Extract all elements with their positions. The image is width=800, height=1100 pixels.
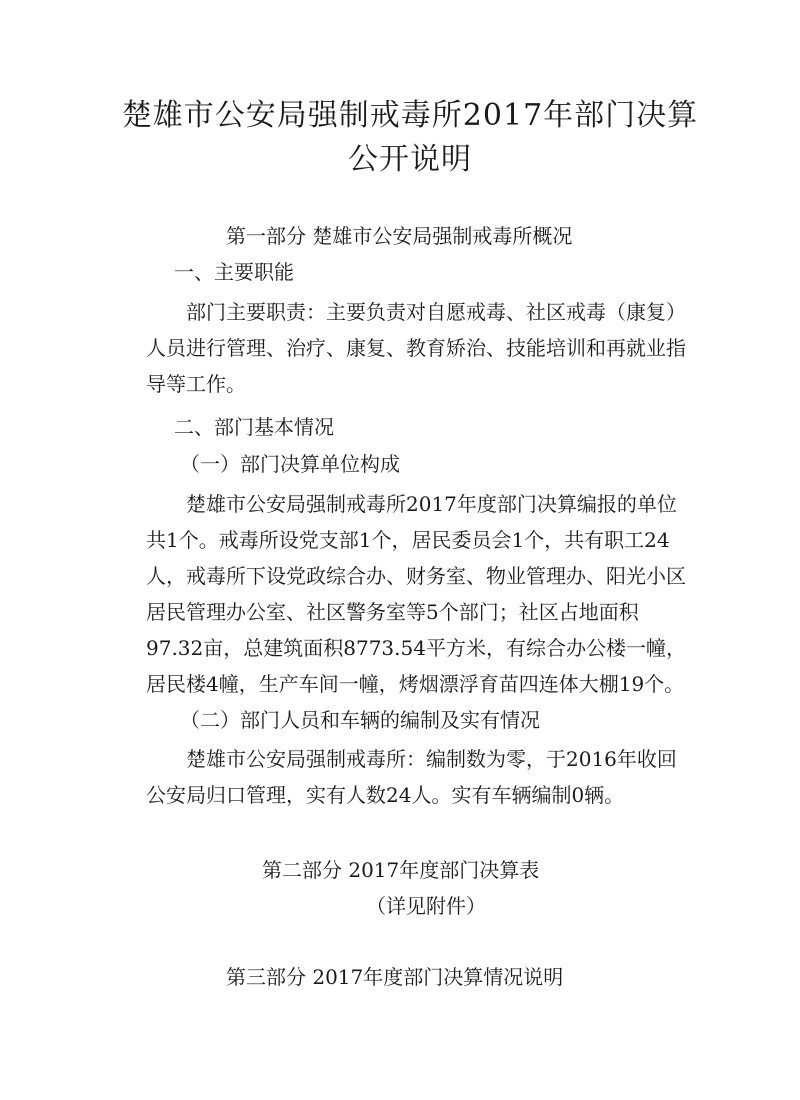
subsection1-heading: （一）部门决算单位构成 bbox=[180, 452, 400, 476]
document-title: 楚雄市公安局强制戒毒所2017年部门决算公开说明 bbox=[121, 98, 699, 177]
subsection2-paragraph: 楚雄市公安局强制戒毒所：编制数为零，于2016年收回公安局归口管理，实有人数24人。实有车辆编制0辆。 bbox=[146, 747, 677, 807]
part3-heading: 第三部分 2017年度部门决算情况说明 bbox=[226, 965, 564, 989]
part2-note: （详见附件） bbox=[366, 894, 486, 918]
subsection1-paragraph: 楚雄市公安局强制戒毒所2017年度部门决算编报的单位共1个。戒毒所设党支部1个，居民委员会1个，共有职工24人，戒毒所下设党政综合办、财务室、物业管理办、阳光小区居民管理办公室、社区警务室等5个部门；社区占地面积97.32亩，总建筑面积8773.54平方米，有综合办公楼一幢，居民楼4幢，生产车间一幢，烤烟漂浮育苗四连体大棚19个。 bbox=[146, 492, 686, 696]
part1-heading: 第一部分 楚雄市公安局强制戒毒所概况 bbox=[226, 224, 573, 248]
section1-heading: 一、主要职能 bbox=[174, 260, 294, 284]
section1-paragraph: 部门主要职责：主要负责对自愿戒毒、社区戒毒（康复）人员进行管理、治疗、康复、教育矫治、技能培训和再就业指导等工作。 bbox=[146, 300, 686, 396]
section2-heading: 二、部门基本情况 bbox=[174, 415, 334, 439]
part2-heading: 第二部分 2017年度部门决算表 bbox=[262, 858, 540, 882]
subsection2-heading: （二）部门人员和车辆的编制及实有情况 bbox=[180, 708, 540, 732]
